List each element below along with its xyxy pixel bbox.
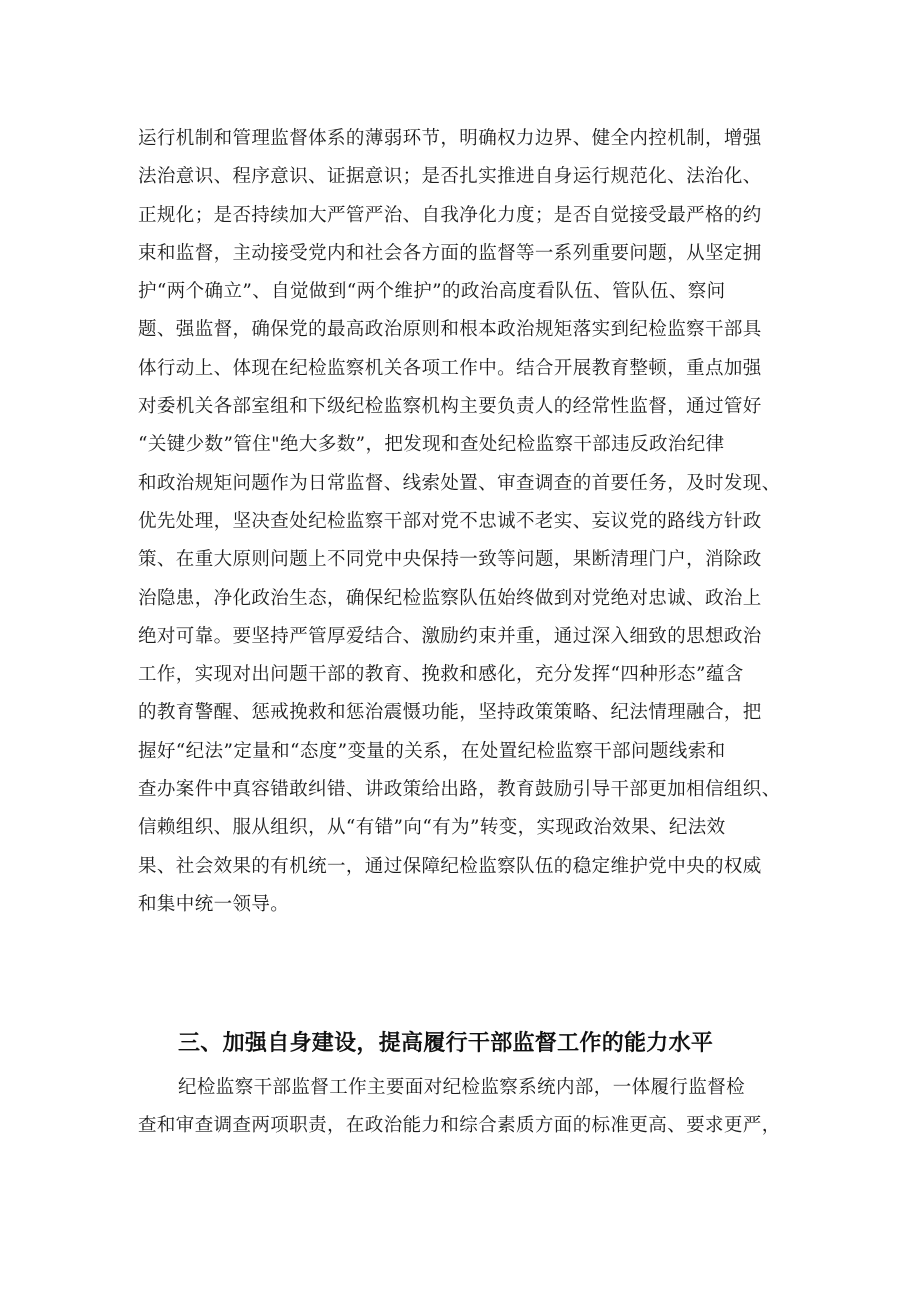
text-line: 治隐患，净化政治生态，确保纪检监察队伍始终做到对党绝对忠诚、政治上 — [138, 587, 762, 609]
text-line: 优先处理，坚决查处纪检监察干部对党不忠诚不老实、妄议党的路线方针政 — [138, 510, 762, 532]
text-line: 纪检监察干部监督工作主要面对纪检监察系统内部，一体履行监督检 — [178, 1077, 746, 1098]
section-heading: 三、加强自身建设，提高履行干部监督工作的能力水平 — [178, 1031, 714, 1056]
text-line: 和政治规矩问题作为日常监督、线索处置、审查调查的首要任务，及时发现、 — [138, 472, 781, 494]
section-paragraph — [138, 1069, 788, 1146]
text-line: 工作，实现对出问题干部的教育、挽救和感化，充分发挥“四种形态”蕴含 — [138, 664, 744, 686]
text-line: 信赖组织、服从组织，从“有错”向“有为”转变，实现政治效果、纪法效 — [138, 817, 726, 839]
text-line: 法治意识、程序意识、证据意识；是否扎实推进自身运行规范化、法治化、 — [138, 166, 762, 188]
text-line: 运行机制和管理监督体系的薄弱环节，明确权力边界、健全内控机制，增强 — [138, 128, 762, 149]
text-line: 题、强监督，确保党的最高政治原则和根本政治规矩落实到纪检监察干部具 — [138, 319, 762, 341]
text-line: “关键少数”管住"绝大多数”，把发现和查处纪检监察干部违反政治纪律 — [138, 434, 725, 456]
text-line: 握好“纪法”定量和“态度”变量的关系，在处置纪检监察干部问题线索和 — [138, 740, 726, 762]
body-paragraph — [138, 120, 788, 924]
text-line: 查和审查调查两项职责，在政治能力和综合素质方面的标准更高、要求更严， — [138, 1115, 781, 1137]
text-line: 和集中统一领导。 — [138, 893, 290, 915]
text-line: 护“两个确立”、自觉做到“两个维护”的政治高度看队伍、管队伍、察问 — [138, 281, 726, 303]
text-line: 查办案件中真容错敢纠错、讲政策给出路，教育鼓励引导干部更加相信组织、 — [138, 779, 781, 801]
text-line: 束和监督，主动接受党内和社会各方面的监督等一系列重要问题，从坚定拥 — [138, 242, 762, 264]
text-line: 策、在重大原则问题上不同党中央保持一致等问题，果断清理门户，消除政 — [138, 549, 762, 571]
text-line: 绝对可靠。要坚持严管厚爱结合、激励约束并重，通过深入细致的思想政治 — [138, 625, 762, 647]
text-line: 的教育警醒、惩戒挽救和惩治震慑功能，坚持政策策略、纪法情理融合，把 — [138, 702, 762, 724]
text-line: 体行动上、体现在纪检监察机关各项工作中。结合开展教育整顿，重点加强 — [138, 357, 762, 379]
text-line: 正规化；是否持续加大严管严治、自我净化力度；是否自觉接受最严格的约 — [138, 204, 762, 226]
text-line: 果、社会效果的有机统一，通过保障纪检监察队伍的稳定维护党中央的权威 — [138, 855, 762, 877]
text-line: 对委机关各部室组和下级纪检监察机构主要负责人的经常性监督，通过管好 — [138, 396, 762, 418]
